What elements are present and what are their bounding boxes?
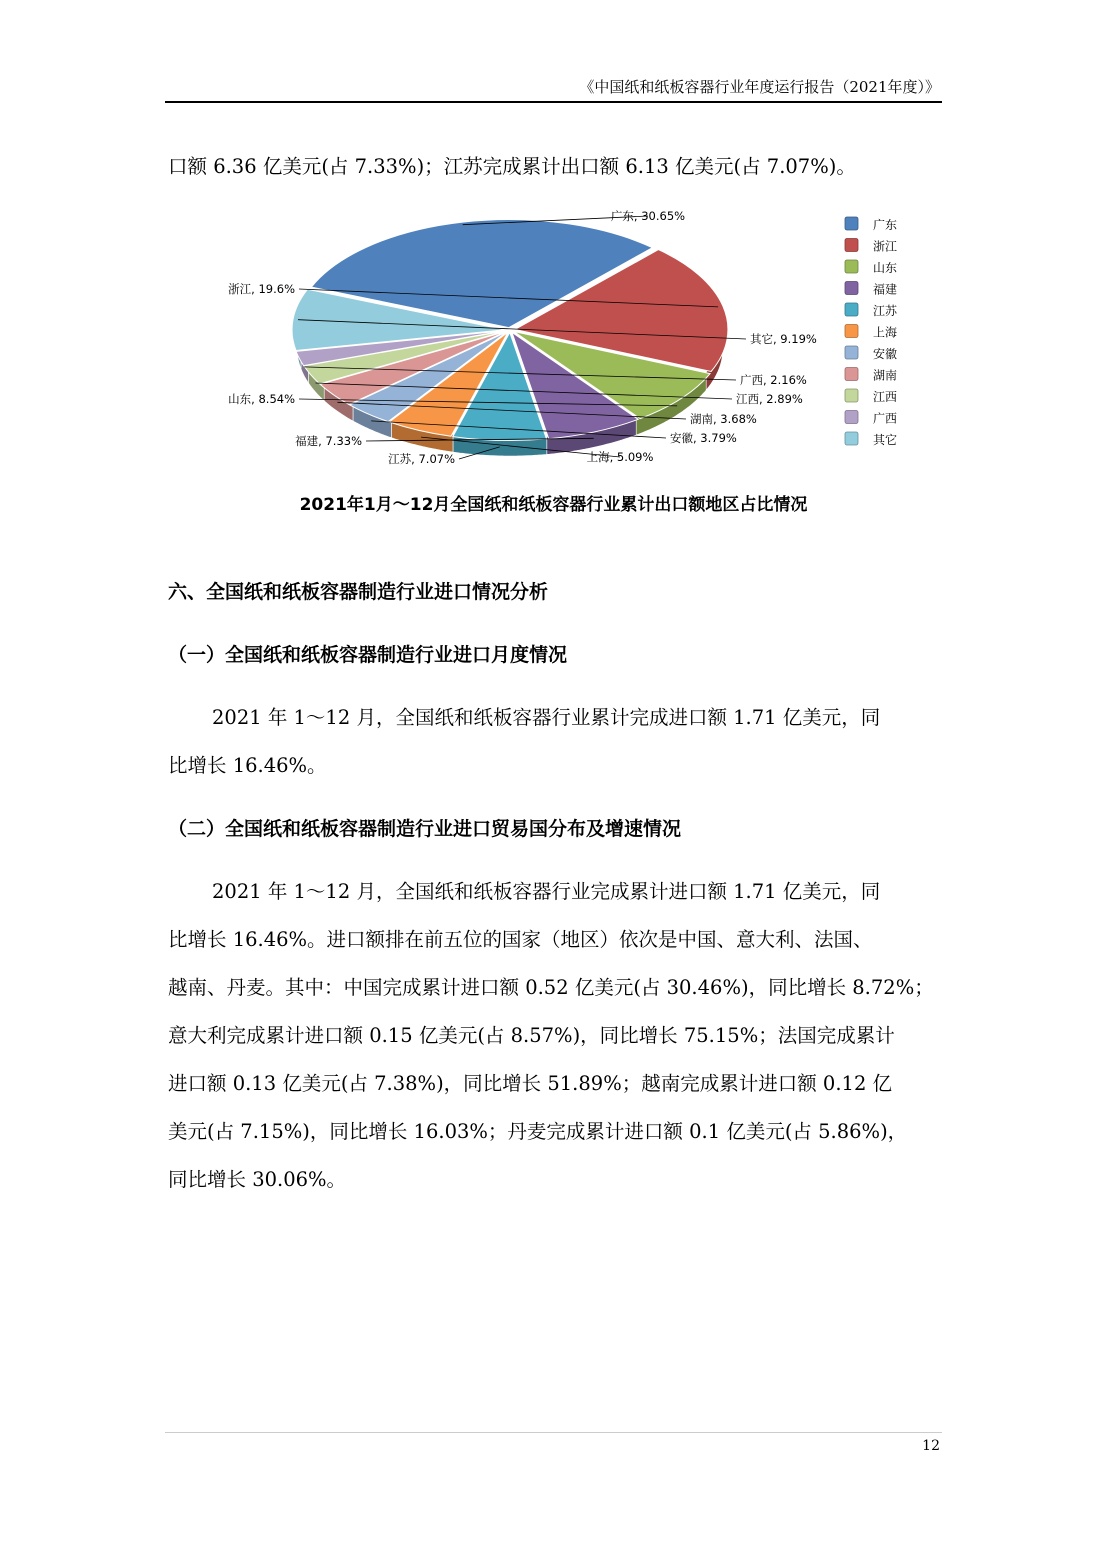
legend-swatch <box>845 325 858 338</box>
paragraph-line: 同比增长 30.06%。 <box>168 1168 347 1191</box>
export-share-pie-chart <box>200 205 920 470</box>
paragraph-line: 美元(占 7.15%)，同比增长 16.03%；丹麦完成累计进口额 0.1 亿美元(占 5.86%)， <box>168 1120 908 1143</box>
paragraph-line: 2021 年 1～12 月，全国纸和纸板容器行业累计完成进口额 1.71 亿美元，同 <box>212 706 881 729</box>
section-6-heading: 六、全国纸和纸板容器制造行业进口情况分析 <box>168 581 549 603</box>
legend-label: 广西 <box>873 411 898 426</box>
data-label: 湖南, 3.68% <box>690 412 757 426</box>
intro-line: 口额 6.36 亿美元(占 7.33%)；江苏完成累计出口额 6.13 亿美元(占 7.07%)。 <box>168 155 856 178</box>
legend-label: 江苏 <box>873 304 898 318</box>
legend-swatch <box>845 389 858 402</box>
legend-label: 其它 <box>873 433 898 447</box>
chart-caption: 2021年1月～12月全国纸和纸板容器行业累计出口额地区占比情况 <box>299 495 808 515</box>
legend-label: 安徽 <box>873 347 898 361</box>
subsection-1-heading: （一）全国纸和纸板容器制造行业进口月度情况 <box>168 644 568 666</box>
page-number: 12 <box>922 1438 940 1454</box>
legend-label: 福建 <box>873 282 898 297</box>
legend-swatch <box>845 217 858 230</box>
paragraph-line: 2021 年 1～12 月，全国纸和纸板容器行业完成累计进口额 1.71 亿美元，同 <box>212 880 881 903</box>
data-label: 安徽, 3.79% <box>670 431 737 445</box>
header-divider <box>165 101 942 103</box>
chart-legend <box>845 217 898 447</box>
legend-swatch <box>845 282 858 295</box>
data-label: 其它, 9.19% <box>750 332 817 346</box>
paragraph-line: 比增长 16.46%。 <box>168 754 327 777</box>
legend-swatch <box>845 239 858 252</box>
legend-label: 山东 <box>873 261 898 275</box>
data-label: 江苏, 7.07% <box>388 452 455 466</box>
data-label: 广西, 2.16% <box>740 373 807 387</box>
data-label: 山东, 8.54% <box>228 392 295 406</box>
data-label: 上海, 5.09% <box>586 450 654 464</box>
legend-label: 浙江 <box>873 239 898 254</box>
data-label: 江西, 2.89% <box>736 392 803 406</box>
data-label: 浙江, 19.6% <box>228 282 295 296</box>
paragraph-line: 意大利完成累计进口额 0.15 亿美元(占 8.57%)，同比增长 75.15%；法国完成累计 <box>168 1024 895 1047</box>
data-label: 广东, 30.65% <box>610 209 686 223</box>
paragraph-line: 比增长 16.46%。进口额排在前五位的国家（地区）依次是中国、意大利、法国、 <box>168 928 873 951</box>
footer-divider <box>165 1432 942 1433</box>
paragraph-line: 进口额 0.13 亿美元(占 7.38%)，同比增长 51.89%；越南完成累计进口额 0.12 亿 <box>168 1072 893 1095</box>
pie-top-faces <box>292 220 728 441</box>
legend-swatch <box>845 368 858 381</box>
legend-swatch <box>845 346 858 359</box>
data-label: 福建, 7.33% <box>295 434 362 448</box>
legend-label: 江西 <box>873 390 898 404</box>
legend-label: 上海 <box>873 325 898 340</box>
legend-swatch <box>845 260 858 273</box>
legend-label: 广东 <box>873 218 898 232</box>
legend-swatch <box>845 411 858 424</box>
legend-swatch <box>845 303 858 316</box>
paragraph-line: 越南、丹麦。其中：中国完成累计进口额 0.52 亿美元(占 30.46%)，同比增长 8.72%； <box>168 976 934 999</box>
subsection-2-heading: （二）全国纸和纸板容器制造行业进口贸易国分布及增速情况 <box>168 818 682 840</box>
legend-label: 湖南 <box>873 368 898 383</box>
report-header-title: 《中国纸和纸板容器行业年度运行报告（2021年度）》 <box>579 78 940 96</box>
legend-swatch <box>845 432 858 445</box>
pie-chart-svg <box>200 205 920 470</box>
